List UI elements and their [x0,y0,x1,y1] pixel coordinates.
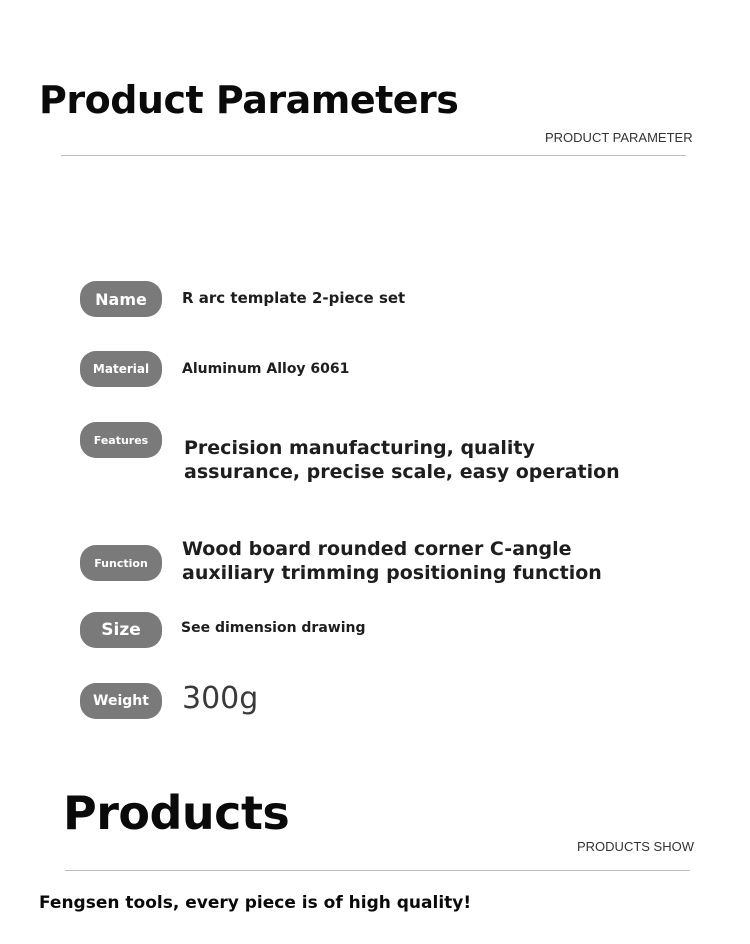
page-subtitle: PRODUCT PARAMETER [545,130,693,145]
param-value-name: R arc template 2-piece set [182,289,406,307]
param-label-weight: Weight [80,683,162,719]
param-value-size: See dimension drawing [181,620,366,636]
page-title: Product Parameters [39,78,459,122]
products-subtitle: PRODUCTS SHOW [577,839,694,854]
function-line-2: auxiliary trimming positioning function [182,562,602,584]
footer-tagline: Fengsen tools, every piece is of high quality! [39,893,472,913]
param-label-material: Material [80,351,162,387]
param-label-features: Features [80,422,162,458]
param-label-name: Name [80,281,162,317]
param-value-weight: 300g [182,681,259,716]
products-divider [65,870,690,871]
param-label-size: Size [80,612,162,648]
header-divider [61,155,686,156]
param-value-material: Aluminum Alloy 6061 [182,361,350,377]
function-line-1: Wood board rounded corner C-angle [182,538,572,560]
features-line-2: assurance, precise scale, easy operation [184,461,620,483]
products-title: Products [63,786,290,840]
param-value-features [184,436,620,484]
param-label-function: Function [80,545,162,581]
features-line-1: Precision manufacturing, quality [184,437,535,459]
param-value-function [182,537,602,585]
